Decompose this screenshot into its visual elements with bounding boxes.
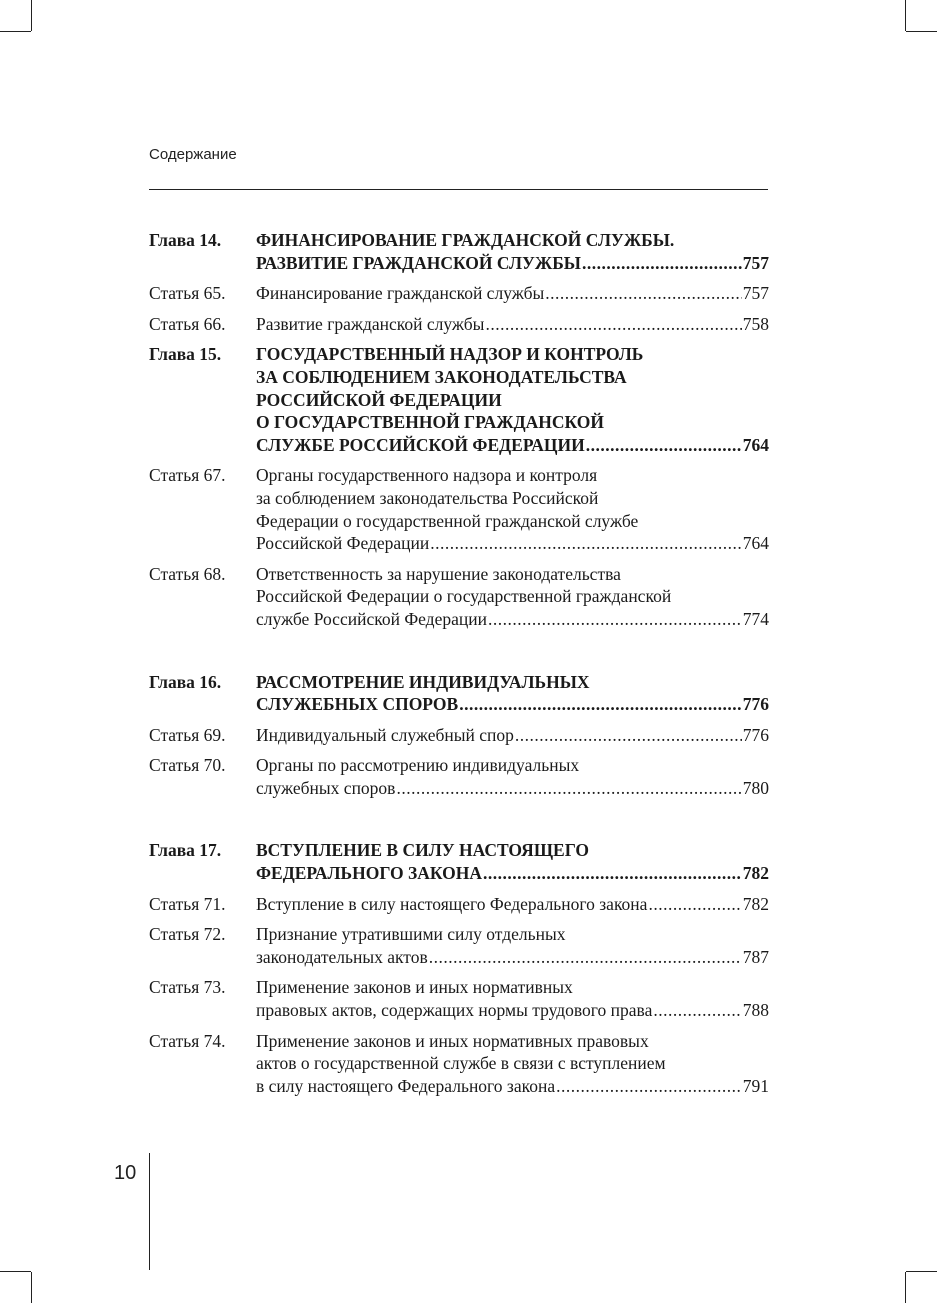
toc-entry-number: Статья 70.	[149, 755, 226, 776]
toc-entry-number: Статья 74.	[149, 1030, 226, 1051]
dot-leader	[586, 434, 742, 457]
toc-title-line: службе Российской Федерации	[256, 608, 487, 629]
toc-entry-number: Глава 16.	[149, 671, 222, 692]
toc-article-entry[interactable]	[149, 464, 769, 554]
toc-title-line: Российской Федерации о государственной гражданской	[256, 586, 672, 607]
toc-entry-title	[256, 976, 769, 1021]
toc-article-entry[interactable]	[149, 893, 769, 916]
toc-article-entry[interactable]	[149, 1030, 769, 1098]
toc-title-line: Федерации о государственной гражданской службе	[256, 510, 639, 531]
toc-chapter-entry[interactable]	[149, 229, 769, 274]
dot-leader	[430, 532, 741, 555]
crop-mark	[905, 0, 906, 31]
toc-page-number[interactable]: 757	[742, 252, 769, 273]
toc-title-line: Органы государственного надзора и контроля	[256, 465, 598, 486]
crop-mark	[906, 31, 937, 32]
dot-leader	[545, 282, 742, 305]
toc-page-number[interactable]: 780	[742, 777, 769, 798]
dot-leader	[582, 252, 742, 275]
toc-entry-title	[256, 229, 769, 274]
toc-title-line: правовых актов, содержащих нормы трудового права	[256, 1000, 653, 1021]
toc-entry-number: Статья 65.	[149, 283, 226, 304]
toc-page-number[interactable]: 782	[742, 893, 769, 914]
page-number-divider	[149, 1153, 150, 1270]
toc-article-entry[interactable]	[149, 282, 769, 305]
toc-page-number[interactable]: 774	[742, 608, 769, 629]
toc-entry-number: Статья 72.	[149, 924, 226, 945]
dot-leader	[515, 724, 742, 747]
toc-page-number[interactable]: 776	[742, 724, 769, 745]
dot-leader	[459, 693, 742, 716]
dot-leader	[429, 946, 742, 969]
toc-title-line: ФЕДЕРАЛЬНОГО ЗАКОНА	[256, 863, 483, 884]
toc-title-line: РАССМОТРЕНИЕ ИНДИВИДУАЛЬНЫХ	[256, 671, 590, 692]
toc-title-line: РОССИЙСКОЙ ФЕДЕРАЦИИ	[256, 389, 502, 410]
dot-leader	[653, 999, 741, 1022]
toc-title-line: Органы по рассмотрению индивидуальных	[256, 755, 580, 776]
crop-mark	[31, 0, 32, 31]
toc-title-line: за соблюдением законодательства Российской	[256, 487, 599, 508]
toc-title-line: законодательных актов	[256, 946, 428, 967]
toc-entry-title	[256, 563, 769, 631]
toc-title-line: Признание утратившими силу отдельных	[256, 924, 566, 945]
running-head: Содержание	[149, 146, 237, 163]
toc-title-line: Индивидуальный служебный спор	[256, 724, 514, 745]
toc-chapter-entry[interactable]	[149, 839, 769, 884]
toc-page-number[interactable]: 787	[742, 946, 769, 967]
toc-title-line: О ГОСУДАРСТВЕННОЙ ГРАЖДАНСКОЙ	[256, 412, 604, 433]
toc-title-line: СЛУЖБЕ РОССИЙСКОЙ ФЕДЕРАЦИИ	[256, 434, 585, 455]
toc-page-number[interactable]: 757	[742, 283, 769, 304]
toc-entry-number: Статья 66.	[149, 313, 226, 334]
toc-title-line: ВСТУПЛЕНИЕ В СИЛУ НАСТОЯЩЕГО	[256, 840, 590, 861]
toc-entry-title	[256, 1030, 769, 1098]
toc-article-entry[interactable]	[149, 563, 769, 631]
table-of-contents	[149, 229, 769, 1097]
toc-entry-title	[256, 464, 769, 554]
crop-mark	[906, 1271, 937, 1272]
crop-mark	[0, 1271, 31, 1272]
toc-title-line: Вступление в силу настоящего Федерального закона	[256, 893, 648, 914]
crop-mark	[31, 1272, 32, 1303]
toc-article-entry[interactable]	[149, 754, 769, 799]
toc-title-line: ГОСУДАРСТВЕННЫЙ НАДЗОР И КОНТРОЛЬ	[256, 344, 644, 365]
toc-title-line: Развитие гражданской службы	[256, 313, 485, 334]
crop-mark	[905, 1272, 906, 1303]
toc-entry-number: Глава 15.	[149, 344, 222, 365]
toc-title-line: СЛУЖЕБНЫХ СПОРОВ	[256, 694, 459, 715]
page-number: 10	[114, 1162, 137, 1184]
toc-title-line: ФИНАНСИРОВАНИЕ ГРАЖДАНСКОЙ СЛУЖБЫ.	[256, 230, 675, 250]
toc-title-line: Применение законов и иных нормативных	[256, 977, 573, 998]
dot-leader	[396, 777, 741, 800]
toc-page-number[interactable]: 788	[742, 1000, 769, 1021]
toc-chapter-entry[interactable]	[149, 671, 769, 716]
toc-entry-title	[256, 282, 769, 305]
toc-article-entry[interactable]	[149, 923, 769, 968]
toc-article-entry[interactable]	[149, 976, 769, 1021]
toc-page-number[interactable]: 791	[742, 1075, 769, 1096]
toc-entry-title	[256, 313, 769, 336]
toc-article-entry[interactable]	[149, 724, 769, 747]
toc-entry-number: Статья 71.	[149, 893, 226, 914]
toc-title-line: служебных споров	[256, 777, 396, 798]
toc-title-line: Ответственность за нарушение законодательства	[256, 563, 621, 584]
toc-entry-number: Глава 17.	[149, 840, 222, 861]
header-divider	[149, 189, 768, 190]
toc-title-line: ЗА СОБЛЮДЕНИЕМ ЗАКОНОДАТЕЛЬСТВА	[256, 366, 627, 387]
toc-entry-number: Статья 68.	[149, 563, 226, 584]
toc-entry-title	[256, 724, 769, 747]
toc-entry-number: Статья 69.	[149, 724, 226, 745]
toc-entry-number: Глава 14.	[149, 230, 222, 250]
toc-title-line: Применение законов и иных нормативных правовых	[256, 1030, 649, 1051]
toc-entry-title	[256, 671, 769, 716]
toc-title-line: Финансирование гражданской службы	[256, 283, 545, 304]
toc-title-line: актов о государственной службе в связи с вступлением	[256, 1053, 666, 1074]
toc-page-number[interactable]: 782	[742, 863, 769, 884]
toc-title-line: Российской Федерации	[256, 533, 430, 554]
toc-page-number[interactable]: 764	[742, 434, 769, 455]
toc-article-entry[interactable]	[149, 313, 769, 336]
toc-entry-number: Статья 67.	[149, 465, 226, 486]
dot-leader	[488, 608, 742, 631]
toc-entry-title	[256, 343, 769, 456]
toc-title-line: РАЗВИТИЕ ГРАЖДАНСКОЙ СЛУЖБЫ	[256, 252, 581, 273]
crop-mark	[0, 31, 31, 32]
toc-chapter-entry[interactable]	[149, 343, 769, 456]
toc-page-number[interactable]: 758	[742, 313, 769, 334]
toc-entry-title	[256, 839, 769, 884]
toc-page-number[interactable]: 764	[742, 533, 769, 554]
toc-entry-title	[256, 923, 769, 968]
dot-leader	[483, 862, 742, 885]
toc-entry-number: Статья 73.	[149, 977, 226, 998]
dot-leader	[556, 1075, 742, 1098]
dot-leader	[485, 313, 741, 336]
dot-leader	[648, 893, 741, 916]
toc-page-number[interactable]: 776	[742, 694, 769, 715]
toc-title-line: в силу настоящего Федерального закона	[256, 1075, 556, 1096]
toc-entry-title	[256, 754, 769, 799]
toc-entry-title	[256, 893, 769, 916]
